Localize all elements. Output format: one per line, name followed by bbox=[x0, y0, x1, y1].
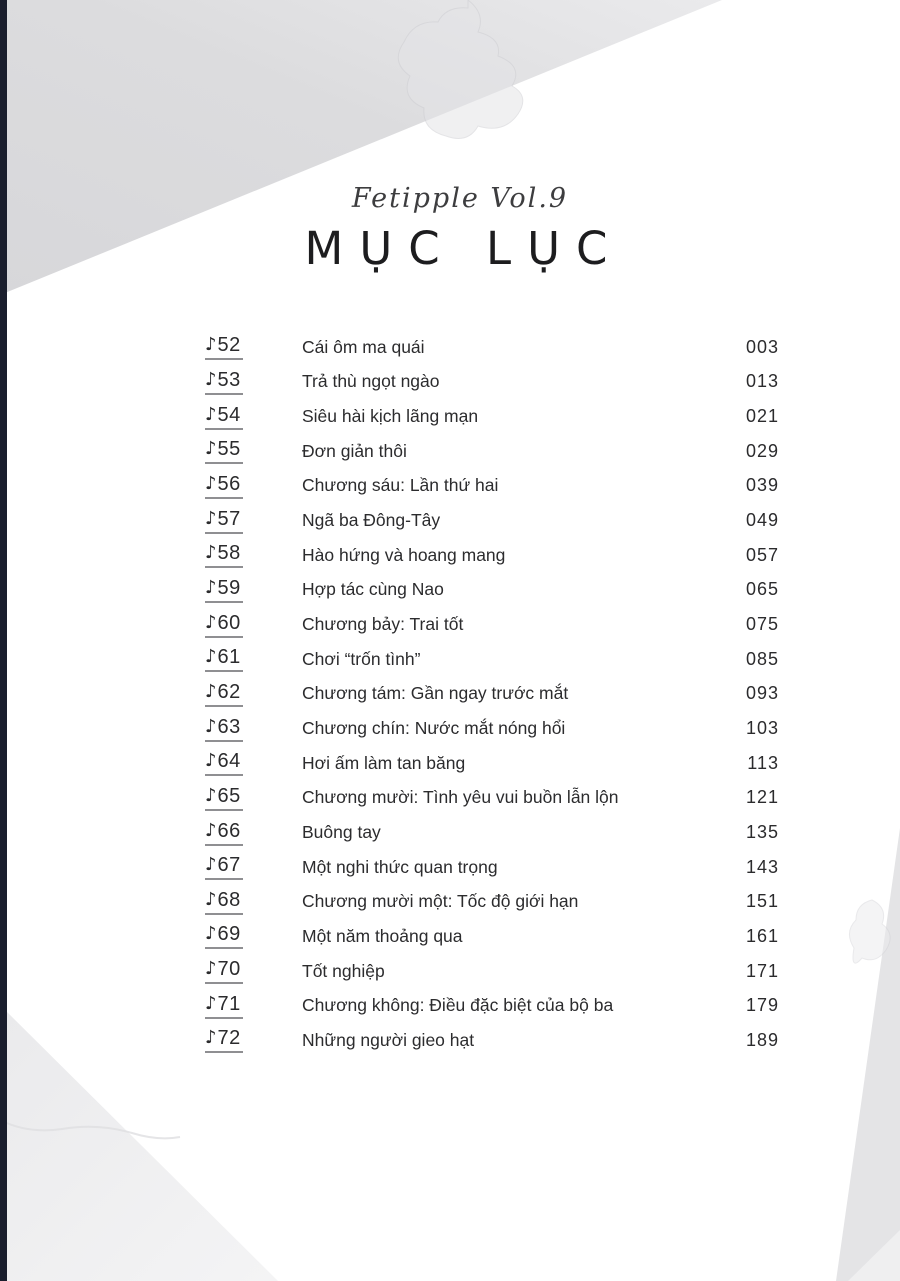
chapter-page-number: 075 bbox=[745, 614, 779, 635]
chapter-marker-underline bbox=[205, 369, 243, 395]
chapter-title: Siêu hài kịch lãng mạn bbox=[302, 406, 479, 427]
toc-row bbox=[205, 781, 779, 816]
music-note-icon: ♪ bbox=[205, 923, 217, 945]
chapter-marker-underline bbox=[205, 889, 243, 915]
music-note-icon: ♪ bbox=[205, 680, 217, 702]
toc-row bbox=[205, 538, 779, 573]
chapter-number: 69 bbox=[217, 923, 241, 946]
chapter-marker bbox=[205, 438, 243, 464]
toc-row bbox=[205, 607, 779, 642]
chapter-title: Chương sáu: Lần thứ hai bbox=[302, 475, 499, 496]
chapter-marker-underline bbox=[205, 577, 243, 603]
chapter-title: Hào hứng và hoang mang bbox=[302, 544, 506, 565]
chapter-marker bbox=[205, 369, 243, 395]
music-note-icon: ♪ bbox=[205, 715, 217, 737]
chapter-page-number: 065 bbox=[745, 579, 779, 600]
music-note-icon: ♪ bbox=[205, 750, 217, 772]
chapter-title: Ngã ba Đông-Tây bbox=[302, 510, 441, 531]
chapter-number: 55 bbox=[217, 438, 241, 461]
toc-row bbox=[205, 677, 779, 712]
chapter-page-number: 049 bbox=[745, 510, 779, 531]
music-note-icon: ♪ bbox=[205, 784, 217, 806]
chapter-title: Tốt nghiệp bbox=[302, 960, 385, 981]
chapter-marker-underline bbox=[205, 993, 243, 1019]
toc-row bbox=[205, 365, 779, 400]
chapter-page-number: 103 bbox=[745, 718, 779, 739]
toc-row bbox=[205, 711, 779, 746]
chapter-page-number: 057 bbox=[745, 544, 779, 565]
chapter-marker bbox=[205, 785, 243, 811]
chapter-title: Một năm thoảng qua bbox=[302, 925, 463, 946]
chapter-page-number: 179 bbox=[745, 995, 779, 1016]
chapter-marker bbox=[205, 334, 243, 360]
chapter-marker bbox=[205, 577, 243, 603]
chapter-marker bbox=[205, 923, 243, 949]
toc-row bbox=[205, 815, 779, 850]
chapter-marker bbox=[205, 820, 243, 846]
chapter-title: Hợp tác cùng Nao bbox=[302, 579, 444, 600]
chapter-title: Chương bảy: Trai tốt bbox=[302, 614, 464, 635]
toc-row bbox=[205, 434, 779, 469]
chapter-marker-underline bbox=[205, 508, 243, 534]
chapter-page-number: 161 bbox=[745, 925, 779, 946]
chapter-title: Chơi “trốn tình” bbox=[302, 648, 421, 669]
chapter-page-number: 135 bbox=[745, 822, 779, 843]
chapter-marker-underline bbox=[205, 716, 243, 742]
chapter-page-number: 013 bbox=[745, 371, 779, 392]
chapter-marker bbox=[205, 646, 243, 672]
toc-row bbox=[205, 746, 779, 781]
chapter-page-number: 113 bbox=[747, 752, 779, 773]
chapter-marker-underline bbox=[205, 646, 243, 672]
chapter-number: 67 bbox=[217, 854, 241, 877]
chapter-number: 56 bbox=[217, 472, 241, 495]
chapter-number: 63 bbox=[217, 715, 241, 738]
music-note-icon: ♪ bbox=[205, 992, 217, 1014]
music-note-icon: ♪ bbox=[205, 334, 217, 356]
music-note-icon: ♪ bbox=[205, 576, 217, 598]
chapter-number: 53 bbox=[217, 368, 241, 391]
chapter-title: Hơi ấm làm tan băng bbox=[302, 752, 466, 773]
chapter-marker bbox=[205, 993, 243, 1019]
chapter-marker-underline bbox=[205, 542, 243, 568]
page-title: MỤC LỤC bbox=[304, 222, 624, 275]
chapter-marker bbox=[205, 958, 243, 984]
toc-row bbox=[205, 642, 779, 677]
music-note-icon: ♪ bbox=[205, 958, 217, 980]
chapter-number: 52 bbox=[217, 334, 241, 357]
chapter-marker-underline bbox=[205, 958, 243, 984]
toc-row bbox=[205, 1023, 779, 1058]
chapter-marker-underline bbox=[205, 1027, 243, 1053]
chapter-number: 61 bbox=[217, 646, 241, 669]
toc-row bbox=[205, 885, 779, 920]
chapter-marker bbox=[205, 854, 243, 880]
chapter-marker bbox=[205, 750, 243, 776]
chapter-number: 64 bbox=[217, 750, 241, 773]
chapter-marker-underline bbox=[205, 334, 243, 360]
chapter-title: Những người gieo hạt bbox=[302, 1029, 475, 1050]
chapter-number: 59 bbox=[217, 576, 241, 599]
music-note-icon: ♪ bbox=[205, 472, 217, 494]
chapter-title: Buông tay bbox=[302, 822, 381, 843]
music-note-icon: ♪ bbox=[205, 611, 217, 633]
chapter-title: Chương không: Điều đặc biệt của bộ ba bbox=[302, 995, 614, 1016]
music-note-icon: ♪ bbox=[205, 542, 217, 564]
chapter-number: 71 bbox=[217, 992, 241, 1015]
toc-row bbox=[205, 850, 779, 885]
music-note-icon: ♪ bbox=[205, 438, 217, 460]
chapter-number: 60 bbox=[217, 611, 241, 634]
music-note-icon: ♪ bbox=[205, 819, 217, 841]
chapter-number: 68 bbox=[217, 888, 241, 911]
chapter-marker bbox=[205, 1027, 243, 1053]
page-header bbox=[0, 183, 900, 275]
series-title: Fetipple Vol.9 bbox=[351, 183, 569, 214]
music-note-icon: ♪ bbox=[205, 854, 217, 876]
chapter-marker bbox=[205, 681, 243, 707]
chapter-page-number: 151 bbox=[745, 891, 779, 912]
chapter-title: Chương mười một: Tốc độ giới hạn bbox=[302, 891, 579, 912]
chapter-title: Chương mười: Tình yêu vui buồn lẫn lộn bbox=[302, 787, 619, 808]
chapter-page-number: 039 bbox=[745, 475, 779, 496]
chapter-number: 57 bbox=[217, 507, 241, 530]
toc-row bbox=[205, 919, 779, 954]
table-of-contents bbox=[205, 330, 779, 1058]
music-note-icon: ♪ bbox=[205, 368, 217, 390]
chapter-marker bbox=[205, 508, 243, 534]
chapter-marker-underline bbox=[205, 473, 243, 499]
chapter-marker-underline bbox=[205, 923, 243, 949]
chapter-marker bbox=[205, 404, 243, 430]
music-note-icon: ♪ bbox=[205, 888, 217, 910]
toc-row bbox=[205, 469, 779, 504]
chapter-page-number: 085 bbox=[745, 648, 779, 669]
toc-row bbox=[205, 330, 779, 365]
chapter-marker-underline bbox=[205, 854, 243, 880]
chapter-number: 70 bbox=[217, 958, 241, 981]
chapter-title: Chương chín: Nước mắt nóng hổi bbox=[302, 718, 566, 739]
chapter-marker bbox=[205, 473, 243, 499]
chapter-page-number: 029 bbox=[745, 440, 779, 461]
chapter-marker-underline bbox=[205, 820, 243, 846]
toc-row bbox=[205, 988, 779, 1023]
chapter-title: Một nghi thức quan trọng bbox=[302, 856, 498, 877]
toc-row bbox=[205, 399, 779, 434]
chapter-number: 58 bbox=[217, 542, 241, 565]
chapter-number: 65 bbox=[217, 784, 241, 807]
music-note-icon: ♪ bbox=[205, 403, 217, 425]
chapter-number: 72 bbox=[217, 1027, 241, 1050]
chapter-page-number: 021 bbox=[745, 406, 779, 427]
chapter-title: Đơn giản thôi bbox=[302, 440, 407, 461]
chapter-page-number: 093 bbox=[745, 683, 779, 704]
chapter-marker-underline bbox=[205, 750, 243, 776]
chapter-number: 54 bbox=[217, 403, 241, 426]
chapter-title: Chương tám: Gần ngay trước mắt bbox=[302, 683, 569, 704]
chapter-marker bbox=[205, 716, 243, 742]
chapter-number: 62 bbox=[217, 680, 241, 703]
chapter-number: 66 bbox=[217, 819, 241, 842]
music-note-icon: ♪ bbox=[205, 646, 217, 668]
toc-row bbox=[205, 573, 779, 608]
chapter-title: Trả thù ngọt ngào bbox=[302, 371, 440, 392]
chapter-marker bbox=[205, 612, 243, 638]
music-note-icon: ♪ bbox=[205, 507, 217, 529]
toc-row bbox=[205, 503, 779, 538]
chapter-page-number: 189 bbox=[745, 1029, 779, 1050]
music-note-icon: ♪ bbox=[205, 1027, 217, 1049]
chapter-page-number: 121 bbox=[745, 787, 779, 808]
chapter-marker-underline bbox=[205, 438, 243, 464]
chapter-page-number: 171 bbox=[745, 960, 779, 981]
bottom-right-gray-wedge bbox=[836, 828, 900, 1281]
chapter-marker-underline bbox=[205, 404, 243, 430]
chapter-marker bbox=[205, 542, 243, 568]
toc-row bbox=[205, 954, 779, 989]
chapter-title: Cái ôm ma quái bbox=[302, 336, 425, 357]
chapter-marker-underline bbox=[205, 785, 243, 811]
chapter-marker bbox=[205, 889, 243, 915]
chapter-page-number: 003 bbox=[745, 336, 779, 357]
chapter-marker-underline bbox=[205, 681, 243, 707]
chapter-page-number: 143 bbox=[745, 856, 779, 877]
chapter-marker-underline bbox=[205, 612, 243, 638]
